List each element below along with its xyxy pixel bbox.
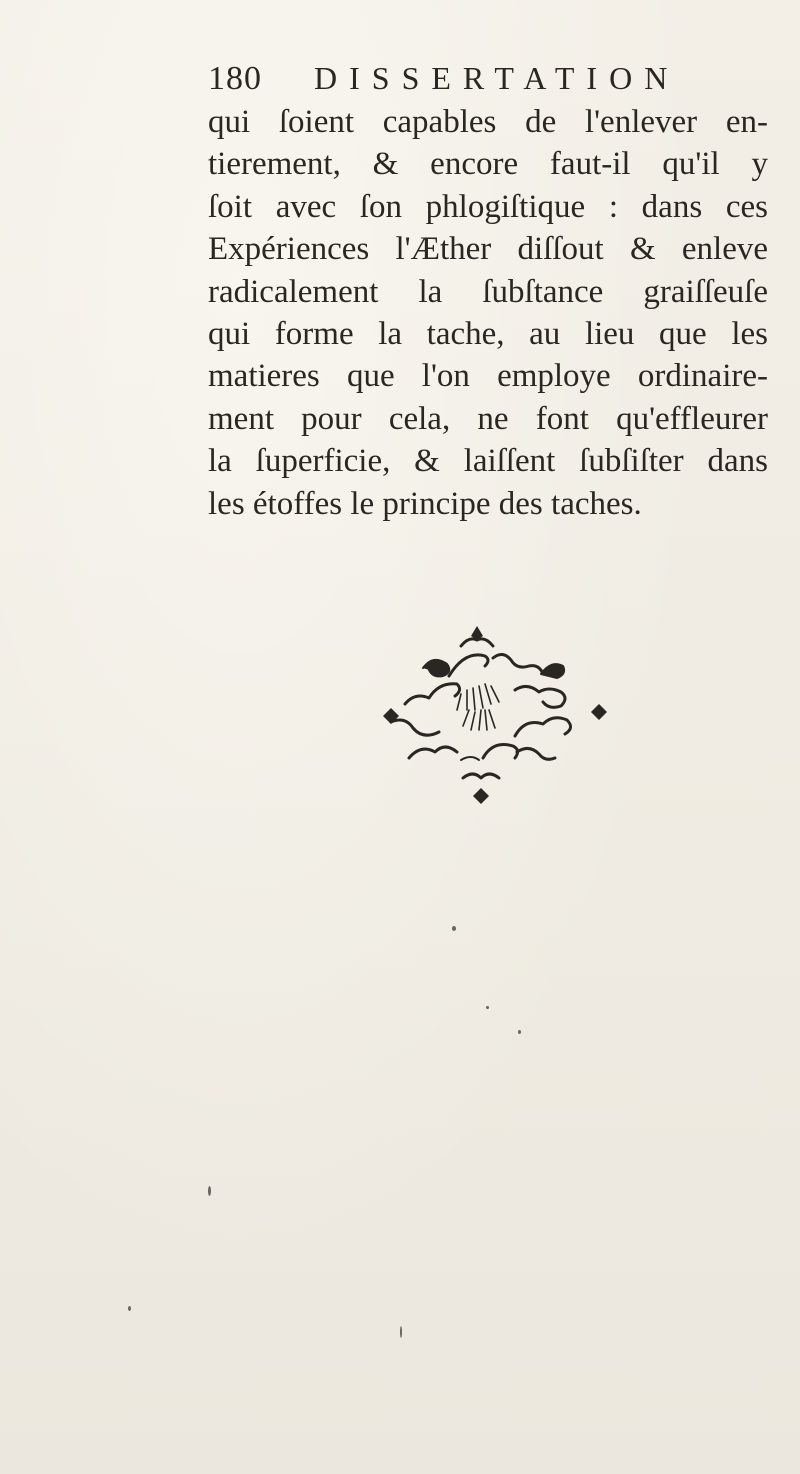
paper-speck [208, 1186, 211, 1196]
text-line: tierement, & encore faut-il qu'il y [208, 146, 768, 183]
paper-speck [452, 926, 456, 931]
paper-speck [400, 1326, 402, 1338]
text-line: radicalement la ſubſtance graiſſeuſe [208, 273, 768, 310]
text-line: les étoffes le principe des taches. [208, 485, 642, 522]
text-line: ſoit avec ſon phlogiſtique : dans ces [208, 188, 768, 225]
paper-speck [128, 1306, 131, 1311]
text-line: qui ſoient capables de l'enlever en- [208, 104, 768, 140]
body-paragraph [208, 101, 768, 525]
floral-ornament-icon [365, 618, 665, 830]
paper-speck [518, 1030, 521, 1034]
text-line: Expériences l'Æther diſſout & enleve [208, 231, 768, 268]
running-title: DISSERTATION [314, 60, 680, 96]
text-line: matieres que l'on employe ordinaire- [208, 358, 768, 395]
paper-speck [486, 1006, 489, 1009]
text-line: qui forme la tache, au lieu que les [208, 316, 768, 353]
page-header [208, 58, 708, 106]
text-line: ment pour cela, ne font qu'effleurer [208, 400, 768, 437]
text-line: la ſuperficie, & laiſſent ſubſiſter dans [208, 443, 768, 480]
page-number: 180 [208, 60, 262, 97]
